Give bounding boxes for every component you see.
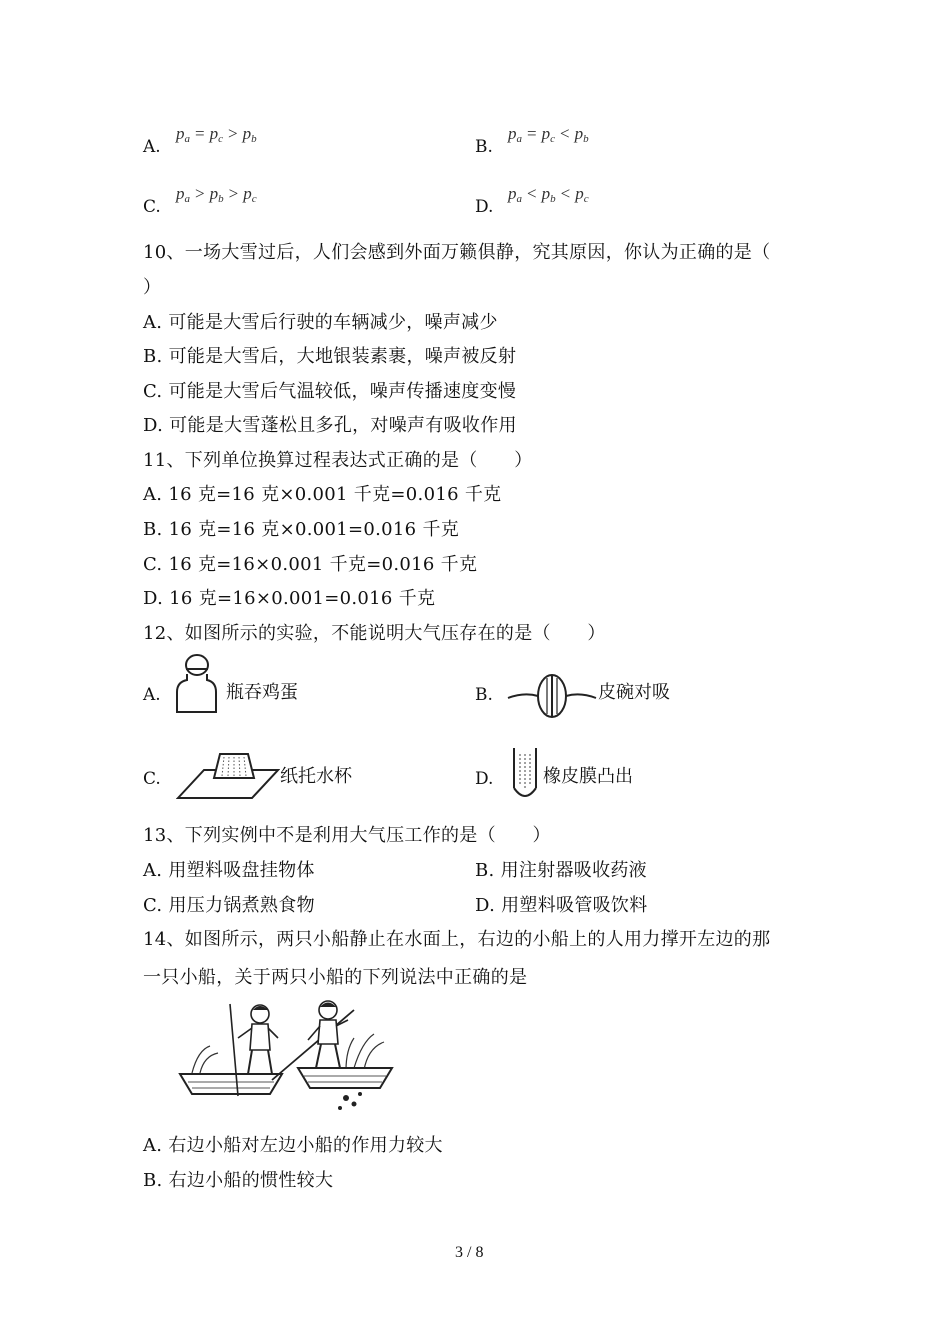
q9-option-d-formula: $p_a < p_b < p_c$ <box>508 184 589 205</box>
q12-option-b-caption: 皮碗对吸 <box>598 682 670 703</box>
q10-option-c: C. 可能是大雪后气温较低，噪声传播速度变慢 <box>143 381 517 402</box>
q11-stem: 11、下列单位换算过程表达式正确的是（ ） <box>143 450 533 471</box>
q12-stem: 12、如图所示的实验，不能说明大气压存在的是（ ） <box>143 623 606 644</box>
q9-option-b-label: B. <box>475 137 493 157</box>
q9-option-c-label: C. <box>143 197 161 217</box>
two-boats-figure <box>178 998 396 1116</box>
suction-cups-figure <box>506 670 598 722</box>
q14-option-b: B. 右边小船的惯性较大 <box>143 1170 334 1191</box>
q11-option-b: B. 16 克=16 克×0.001=0.016 千克 <box>143 519 460 540</box>
q13-option-d: D. 用塑料吸管吸饮料 <box>475 895 648 916</box>
q12-option-a-caption: 瓶吞鸡蛋 <box>226 682 298 703</box>
q12-option-d-caption: 橡皮膜凸出 <box>543 766 633 787</box>
q9-option-b-formula: $p_a = p_c < p_b$ <box>508 124 589 145</box>
q11-option-d: D. 16 克=16×0.001=0.016 千克 <box>143 588 436 609</box>
q12-option-b-label: B. <box>475 685 493 705</box>
q10-stem-line2: ） <box>143 277 162 298</box>
q10-option-d: D. 可能是大雪蓬松且多孔，对噪声有吸收作用 <box>143 415 517 436</box>
q9-option-d-label: D. <box>475 197 494 217</box>
q12-option-c-label: C. <box>143 769 161 789</box>
q12-option-d-label: D. <box>475 769 494 789</box>
q14-stem-line1: 14、如图所示，两只小船静止在水面上，右边的小船上的人用力撑开左边的那 <box>143 929 771 950</box>
page-number: 3 / 8 <box>455 1244 484 1261</box>
q13-option-a: A. 用塑料吸盘挂物体 <box>143 860 315 881</box>
q9-option-c-formula: $p_a > p_b > p_c$ <box>176 184 257 205</box>
bottle-egg-figure <box>170 652 220 718</box>
q10-option-a: A. 可能是大雪后行驶的车辆减少，噪声减少 <box>143 312 498 333</box>
q9-option-a-label: A. <box>143 137 161 157</box>
q12-option-c-caption: 纸托水杯 <box>280 766 352 787</box>
rubber-membrane-figure <box>510 746 542 804</box>
q13-stem: 13、下列实例中不是利用大气压工作的是（ ） <box>143 825 551 846</box>
q11-option-a: A. 16 克=16 克×0.001 千克=0.016 千克 <box>143 484 502 505</box>
q12-option-a-label: A. <box>143 685 161 705</box>
q10-stem-line1: 10、一场大雪过后，人们会感到外面万籁俱静，究其原因，你认为正确的是（ <box>143 242 771 263</box>
q9-option-a-formula: $p_a = p_c > p_b$ <box>176 124 257 145</box>
q14-stem-line2: 一只小船，关于两只小船的下列说法中正确的是 <box>143 967 528 988</box>
paper-cup-figure <box>176 748 280 802</box>
q13-option-c: C. 用压力锅煮熟食物 <box>143 895 315 916</box>
q14-option-a: A. 右边小船对左边小船的作用力较大 <box>143 1135 443 1156</box>
q13-option-b: B. 用注射器吸收药液 <box>475 860 647 881</box>
q10-option-b: B. 可能是大雪后，大地银装素裹，噪声被反射 <box>143 346 517 367</box>
q11-option-c: C. 16 克=16×0.001 千克=0.016 千克 <box>143 554 478 575</box>
